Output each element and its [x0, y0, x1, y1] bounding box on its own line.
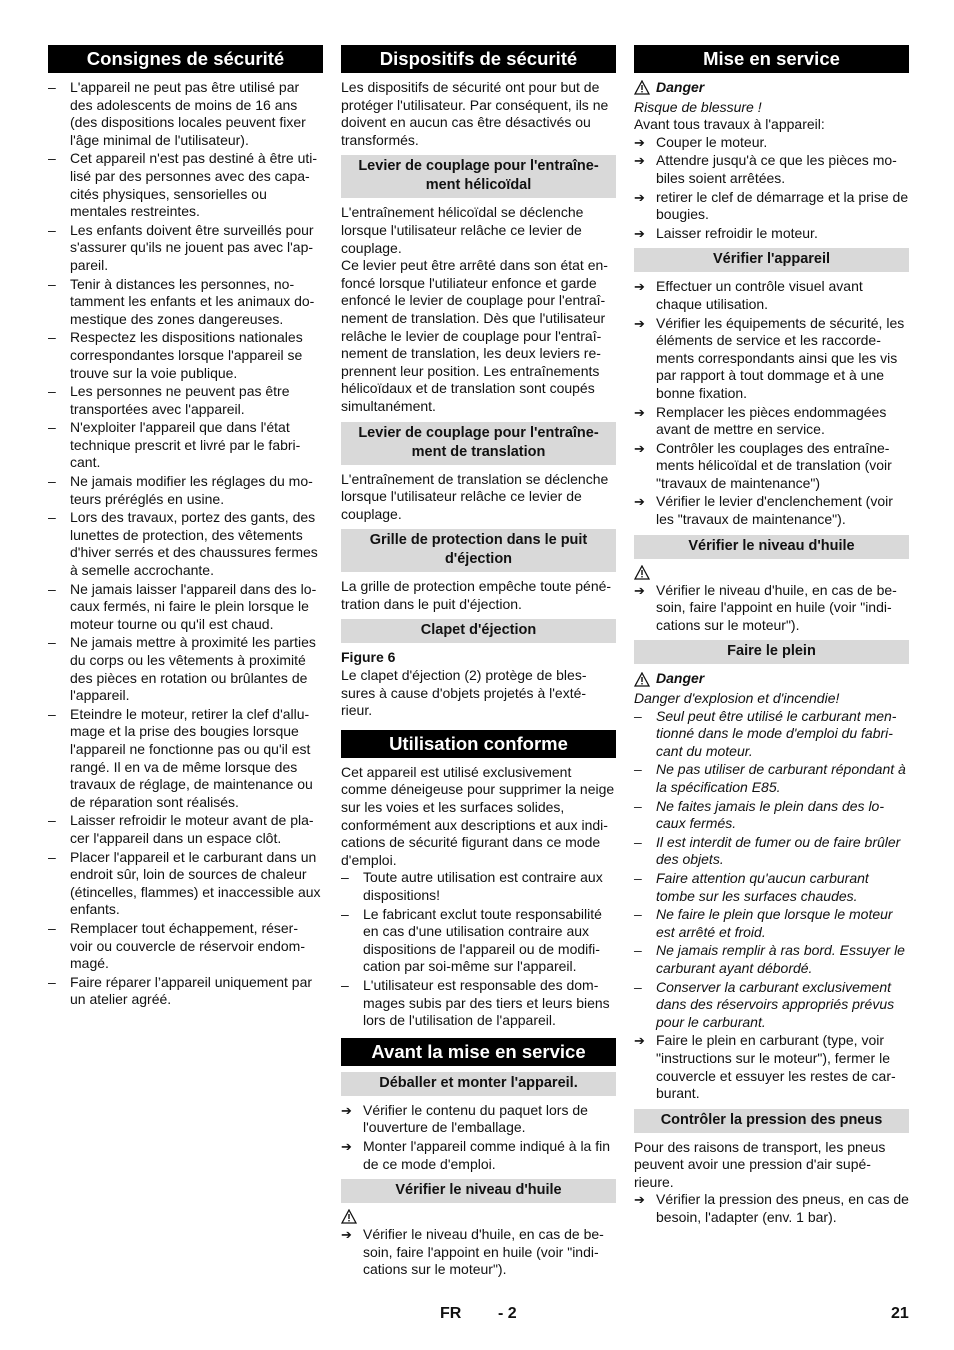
- check-device-steps: [634, 278, 909, 528]
- list-item-text: Respectez les dispositions nationales correspondantes lorsque l'appareil se trouve sur la voie publique.: [70, 329, 303, 381]
- dash-bullet: –: [634, 707, 642, 724]
- list-item: [48, 276, 323, 329]
- list-item-text: Contrôler les couplages des entraîne- ments hélicoïdal et de translation (voir "travaux de maintenance"): [656, 439, 892, 491]
- list-item: [634, 708, 909, 761]
- list-item-text: Vérifier le niveau d'huile, en cas de be- soin, faire l'appoint en huile (voir "indi- cations sur le moteur").: [656, 581, 897, 633]
- list-item-text: Ne jamais mettre à proximité les parties du corps ou les vêtements à proximité des pièces en rotation ou brûlantes de l'appareil.: [70, 634, 316, 704]
- page-number: 21: [891, 1305, 909, 1322]
- dash-bullet: –: [48, 329, 56, 346]
- list-item-text: Attendre jusqu'à ce que les pièces mo- biles soient arrêtées.: [656, 152, 897, 186]
- dash-bullet: –: [48, 383, 56, 400]
- list-item-text: Toute autre utilisation est contraire aux dispositions!: [363, 869, 603, 903]
- dash-bullet: –: [48, 634, 56, 651]
- list-item-text: Couper le moteur.: [656, 133, 768, 150]
- list-item: [48, 706, 323, 812]
- list-item-text: Vérifier les équipements de sécurité, les éléments de service et les raccorde- ments correspondants ainsi que les vis par rapport à tout dommage et à une bonne fixation.: [656, 314, 905, 401]
- dash-bullet: –: [634, 942, 642, 959]
- dash-bullet: –: [48, 848, 56, 865]
- list-item: [634, 278, 909, 313]
- tire-pressure-steps: [634, 1191, 909, 1226]
- warning-triangle-icon: [634, 672, 650, 687]
- list-item-text: Monter l'appareil comme indiqué à la fin de ce mode d'emploi.: [363, 1137, 611, 1172]
- dash-bullet: –: [634, 869, 642, 886]
- list-item: [634, 906, 909, 941]
- arrow-bullet-icon: ➔: [634, 494, 645, 510]
- chute-flap-text: Le clapet d'éjection (2) protège de bles- sures à cause d'objets projetés à l'exté- rieur.: [341, 667, 587, 719]
- list-item-text: Conserver la carburant exclusivement dans des réservoirs appropriés prévus pour le carburant.: [656, 978, 895, 1030]
- before-work-text: Avant tous travaux à l'appareil:: [634, 116, 825, 133]
- list-item: [634, 152, 909, 187]
- intended-use-list: [341, 869, 616, 1029]
- arrow-bullet-icon: ➔: [634, 134, 645, 150]
- list-item-text: Lors des travaux, portez des gants, des lunettes de protection, des vêtements d'hiver serrés et des chaussures fermes à semelle accrochante.: [70, 509, 318, 579]
- section-title-intended-use: Utilisation conforme: [341, 730, 616, 758]
- auger-lever-text-1: L'entraînement hélicoïdal se déclenche lorsque l'utilisateur relâche ce levier de couplage.: [341, 204, 584, 256]
- list-item: [48, 473, 323, 508]
- arrow-bullet-icon: ➔: [341, 1102, 352, 1118]
- warning-triangle-icon: [634, 80, 650, 95]
- list-item-text: Ne pas utiliser de carburant répondant à la spécification E85.: [656, 761, 906, 795]
- devices-intro: Les dispositifs de sécurité ont pour but de protéger l'utilisateur. Par conséquent, ils ne doivent en aucun cas être désactivés ou transformés.: [341, 79, 609, 148]
- list-item-text: Vérifier le contenu du paquet lors de l'ouverture de l'emballage.: [363, 1101, 588, 1136]
- list-item-text: L'appareil ne peut pas être utilisé par des adolescents de moins de 16 ans (des dispositions locales peuvent fixer l'âge minimal de l'utilisateur).: [70, 79, 306, 148]
- subsection-title-refuel: Faire le plein: [634, 640, 909, 664]
- warning-row: [634, 565, 909, 580]
- list-item: [634, 1191, 909, 1226]
- dash-bullet: –: [634, 833, 642, 850]
- list-item: [634, 1032, 909, 1102]
- dash-bullet: –: [48, 509, 56, 526]
- arrow-bullet-icon: ➔: [634, 582, 645, 598]
- unpack-steps: [341, 1102, 616, 1173]
- subsection-title-auger-lever: Levier de couplage pour l'entraîne- ment hélicoïdal: [341, 155, 616, 198]
- subsection-title-unpack: Déballer et monter l'appareil.: [341, 1072, 616, 1096]
- dash-bullet: –: [634, 978, 642, 995]
- dash-bullet: –: [48, 919, 56, 936]
- oil-check-steps: [634, 582, 909, 635]
- arrow-bullet-icon: ➔: [634, 315, 645, 331]
- list-item: [48, 329, 323, 382]
- subsection-title-guard-grid: Grille de protection dans le puit d'éjection: [341, 529, 616, 572]
- list-item: [634, 440, 909, 493]
- danger-label: Danger: [656, 79, 705, 95]
- arrow-bullet-icon: ➔: [634, 225, 645, 241]
- list-item-text: Remplacer les pièces endommagées avant de mettre en service.: [656, 403, 887, 438]
- list-item-text: Faire attention qu'aucun carburant tombe sur les surfaces chaudes.: [656, 869, 869, 904]
- list-item-text: Seul peut être utilisé le carburant men- tionné dans le mode d'emploi du fabri- cant du moteur.: [656, 707, 897, 759]
- list-item: [634, 870, 909, 905]
- list-item-text: Vérifier le niveau d'huile, en cas de be- soin, faire l'appoint en huile (voir "indi- cations sur le moteur").: [363, 1226, 604, 1278]
- list-item: [341, 869, 616, 904]
- dash-bullet: –: [48, 419, 56, 436]
- dash-bullet: –: [341, 976, 349, 993]
- list-item-text: Le fabricant exclut toute responsabilité en cas d'une utilisation contraire aux dispositions de l'appareil ou de modifi- cation par soi-même sur l'appareil.: [363, 905, 602, 975]
- list-item: [634, 225, 909, 243]
- dash-bullet: –: [48, 275, 56, 292]
- list-item-text: Laisser refroidir le moteur avant de pla- cer l'appareil dans un espace clôt.: [70, 812, 314, 846]
- tire-pressure-text: Pour des raisons de transport, les pneus peuvent avoir une pression d'air supé- rieure.: [634, 1138, 886, 1190]
- subsection-title-check-device: Vérifier l'appareil: [634, 248, 909, 272]
- list-item-text: Eteindre le moteur, retirer la clef d'allu- mage et la prise des bougies lorsque l'appareil ne fonctionne pas ou qu'il est rangé. Il en va de même lorsque des travaux de réglage, de maintenance ou de réparation sont réalisés.: [70, 705, 313, 810]
- safety-list: [48, 79, 323, 1009]
- dash-bullet: –: [634, 797, 642, 814]
- subsection-title-drive-lever: Levier de couplage pour l'entraîne- ment de translation: [341, 422, 616, 465]
- list-item: [48, 581, 323, 634]
- list-item-text: Ne jamais laisser l'appareil dans des lo- caux fermés, ni faire le plein lorsque le moteur tourne ou qu'il est chaud.: [70, 580, 317, 632]
- subsection-title-chute-flap: Clapet d'éjection: [341, 619, 616, 643]
- list-item: [634, 493, 909, 528]
- list-item: [634, 315, 909, 403]
- subsection-title-oil-check: Vérifier le niveau d'huile: [341, 1179, 616, 1203]
- column-safety-devices: [341, 45, 616, 1280]
- list-item-text: Ne faites jamais le plein dans des lo- caux fermés.: [656, 797, 885, 832]
- list-item: [634, 134, 909, 152]
- column-startup: [634, 45, 909, 1228]
- dash-bullet: –: [48, 150, 56, 167]
- list-item-text: Il est interdit de fumer ou de faire brûler des objets.: [656, 833, 901, 868]
- list-item: [634, 834, 909, 869]
- dash-bullet: –: [341, 869, 349, 886]
- list-item: [634, 798, 909, 833]
- list-item: [341, 906, 616, 976]
- dash-bullet: –: [48, 580, 56, 597]
- oil-check-steps: [341, 1226, 616, 1279]
- list-item-text: Placer l'appareil et le carburant dans un endroit sûr, loin de sources de chaleur (étincelles, flammes) et inaccessible aux enfants.: [70, 848, 321, 918]
- dash-bullet: –: [48, 705, 56, 722]
- list-item-text: Effectuer un contrôle visuel avant chaque utilisation.: [656, 278, 863, 312]
- before-work-steps: [634, 134, 909, 243]
- list-item: [48, 920, 323, 973]
- dash-bullet: –: [48, 79, 56, 95]
- dash-bullet: –: [48, 812, 56, 829]
- list-item-text: Les enfants doivent être surveillés pour s'assurer qu'ils ne jouent pas avec l'ap- pareil.: [70, 221, 314, 273]
- dash-bullet: –: [48, 473, 56, 490]
- subsection-title-tire-pressure: Contrôler la pression des pneus: [634, 1109, 909, 1133]
- list-item: [341, 1226, 616, 1279]
- arrow-bullet-icon: ➔: [634, 440, 645, 456]
- arrow-bullet-icon: ➔: [341, 1138, 352, 1154]
- footer-language: FR: [440, 1305, 462, 1322]
- list-item-text: Cet appareil n'est pas destiné à être uti- lisé par des personnes avec des capa- cités physiques, sensorielles ou mentales restreintes.: [70, 150, 318, 220]
- list-item-text: Ne faire le plein que lorsque le moteur est arrêté et froid.: [656, 906, 893, 940]
- footer-page-ref: - 2: [498, 1305, 517, 1322]
- list-item: [48, 812, 323, 847]
- dash-bullet: –: [634, 761, 642, 778]
- section-title-safety: Consignes de sécurité: [48, 45, 323, 73]
- warning-row: [341, 1209, 616, 1224]
- list-item-text: Vérifier le levier d'enclenchement (voir les "travaux de maintenance").: [656, 493, 893, 528]
- list-item: [48, 419, 323, 472]
- arrow-bullet-icon: ➔: [634, 1033, 645, 1049]
- section-title-devices: Dispositifs de sécurité: [341, 45, 616, 73]
- arrow-bullet-icon: ➔: [341, 1227, 352, 1243]
- dash-bullet: –: [634, 906, 642, 923]
- list-item: [48, 222, 323, 275]
- danger-heading-1: [634, 79, 909, 97]
- arrow-bullet-icon: ➔: [634, 279, 645, 295]
- refuel-warnings: [634, 708, 909, 1032]
- list-item: [48, 974, 323, 1009]
- list-item: [48, 634, 323, 704]
- list-item-text: Ne jamais remplir à ras bord. Essuyer le carburant ayant débordé.: [656, 942, 905, 976]
- auger-lever-text-2: Ce levier peut être arrêté dans son état en- foncé lorsque l'utiliateur enfonce et garde enfoncé le levier de couplage pour l'entraî- nement de translation. Dès que l'utilisateur relâche le levier de couplage pour l'entraî- nement de translation, les deux leviers re- prennent leur position. Les entraînements hélicoïdaux et de translation sont coupés simultanément.: [341, 257, 608, 414]
- column-safety-instructions: [48, 45, 323, 1010]
- list-item-text: L'utilisateur est responsable des dom- mages subis par des tiers et leurs biens lors de l'utilisation de l'appareil.: [363, 976, 610, 1029]
- danger-heading-2: [634, 670, 909, 688]
- list-item-text: Laisser refroidir le moteur.: [656, 224, 818, 241]
- guard-grid-text: La grille de protection empêche toute péné- tration dans le puit d'éjection.: [341, 578, 612, 612]
- list-item: [48, 79, 323, 149]
- arrow-bullet-icon: ➔: [634, 404, 645, 420]
- list-item: [634, 582, 909, 635]
- list-item-text: N'exploiter l'appareil que dans l'état technique prescrit et livré par le fabri- cant.: [70, 419, 301, 471]
- list-item-text: Ne jamais modifier les réglages du mo- teurs préréglés en usine.: [70, 473, 313, 507]
- section-title-startup: Mise en service: [634, 45, 909, 73]
- dash-bullet: –: [341, 905, 349, 922]
- list-item-text: retirer le clef de démarrage et la prise de bougies.: [656, 188, 909, 223]
- list-item: [634, 761, 909, 796]
- list-item: [48, 849, 323, 919]
- list-item-text: Vérifier la pression des pneus, en cas de besoin, l'adapter (env. 1 bar).: [656, 1191, 909, 1226]
- figure-reference: Figure 6: [341, 649, 396, 666]
- dash-bullet: –: [48, 221, 56, 238]
- danger-text-fire: Danger d'explosion et d'incendie!: [634, 690, 840, 707]
- drive-lever-text: L'entraînement de translation se déclenche lorsque l'utilisateur relâche ce levier de couplage.: [341, 470, 609, 522]
- arrow-bullet-icon: ➔: [634, 1192, 645, 1208]
- refuel-steps: [634, 1032, 909, 1102]
- warning-triangle-icon: [634, 565, 650, 580]
- list-item: [634, 979, 909, 1032]
- list-item: [48, 383, 323, 418]
- list-item-text: Les personnes ne peuvent pas être transportées avec l'appareil.: [70, 383, 290, 417]
- list-item: [341, 977, 616, 1030]
- arrow-bullet-icon: ➔: [634, 189, 645, 205]
- list-item: [48, 150, 323, 220]
- arrow-bullet-icon: ➔: [634, 153, 645, 169]
- subsection-title-oil-check: Vérifier le niveau d'huile: [634, 535, 909, 559]
- list-item-text: Faire réparer l’appareil uniquement par un atelier agréé.: [70, 973, 313, 1008]
- intended-use-text: Cet appareil est utilisé exclusivement comme déneigeuse pour supprimer la neige sur les voies et les surfaces solides, conformément aux descriptions et aux indi- cations de sécurité figurant dans ce mode d'emploi.: [341, 763, 615, 868]
- list-item-text: Faire le plein en carburant (type, voir "instructions sur le moteur"), fermer le couvercle et essuyer les restes de car- burant.: [656, 1032, 896, 1102]
- danger-text-injury: Risque de blessure !: [634, 98, 762, 115]
- list-item-text: Remplacer tout échappement, réser- voir ou couvercle de réservoir endom- magé.: [70, 919, 305, 972]
- list-item: [341, 1102, 616, 1137]
- warning-triangle-icon: [341, 1209, 357, 1224]
- list-item: [634, 942, 909, 977]
- list-item: [341, 1138, 616, 1173]
- dash-bullet: –: [48, 973, 56, 990]
- section-title-before-startup: Avant la mise en service: [341, 1038, 616, 1066]
- list-item-text: Tenir à distances les personnes, no- tamment les enfants et les animaux do- mestique des zones dangereuses.: [70, 275, 315, 327]
- danger-label: Danger: [656, 670, 705, 687]
- list-item: [634, 189, 909, 224]
- list-item: [634, 404, 909, 439]
- list-item: [48, 509, 323, 579]
- page-footer: [0, 1305, 954, 1329]
